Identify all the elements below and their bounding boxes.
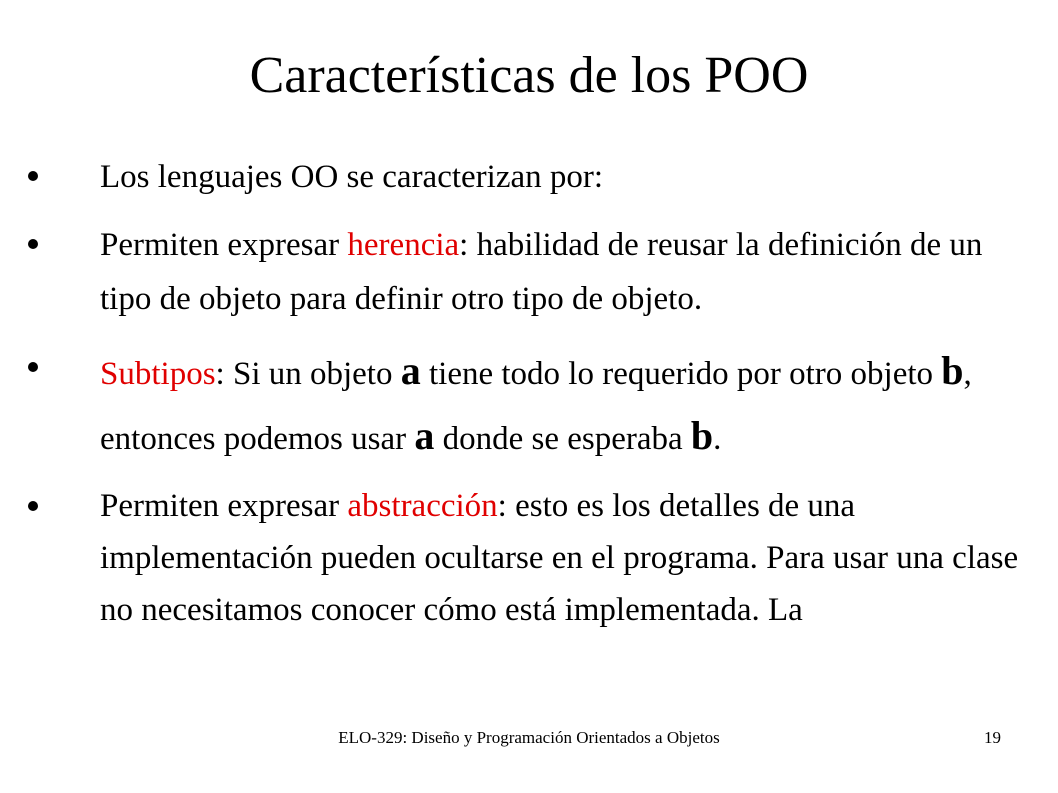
bullet-item <box>28 218 1038 326</box>
bullet-dot-icon <box>28 239 38 249</box>
bullet-item <box>28 340 1038 470</box>
bullet-text-part: tiene todo lo requerido por otro objeto <box>420 356 942 392</box>
bullet-dot-icon <box>28 171 38 181</box>
bullet-text-part: donde se esperaba <box>434 421 691 457</box>
bullet-dot-icon <box>28 362 38 372</box>
bullet-text-part: , entonces podemos usar <box>100 356 972 457</box>
bullet-text-part: : Si un objeto <box>215 356 401 392</box>
bullet-text-pre: Permiten expresar <box>100 227 348 263</box>
bullet-item <box>28 150 1038 204</box>
bullet-list <box>28 150 1038 650</box>
variable-a: a <box>414 413 435 458</box>
slide-footer: ELO-329: Diseño y Programación Orientados a Objetos <box>338 728 720 747</box>
bullet-text-part: . <box>713 421 722 457</box>
variable-b: b <box>690 413 714 458</box>
keyword-herencia: herencia <box>347 227 460 263</box>
keyword-subtipos: Subtipos <box>100 356 216 392</box>
bullet-text-post: : habilidad de reusar la definición de un tipo de objeto para definir otro tipo de objeto. <box>100 227 983 317</box>
bullet-text-post: : esto es los detalles de una implementación pueden ocultarse en el programa. Para usar una clase no necesitamos conocer cómo está implementada. La <box>100 488 1019 628</box>
bullet-item <box>28 480 1038 636</box>
keyword-abstraccion: abstracción <box>347 488 498 524</box>
bullet-text: Los lenguajes OO se caracterizan por: <box>100 159 604 195</box>
bullet-dot-icon <box>28 501 38 511</box>
variable-b: b <box>941 348 964 393</box>
page-number: 19 <box>984 728 1001 747</box>
variable-a: a <box>400 348 421 393</box>
bullet-text-pre: Permiten expresar <box>100 488 348 524</box>
slide-title: Características de los POO <box>249 47 809 104</box>
